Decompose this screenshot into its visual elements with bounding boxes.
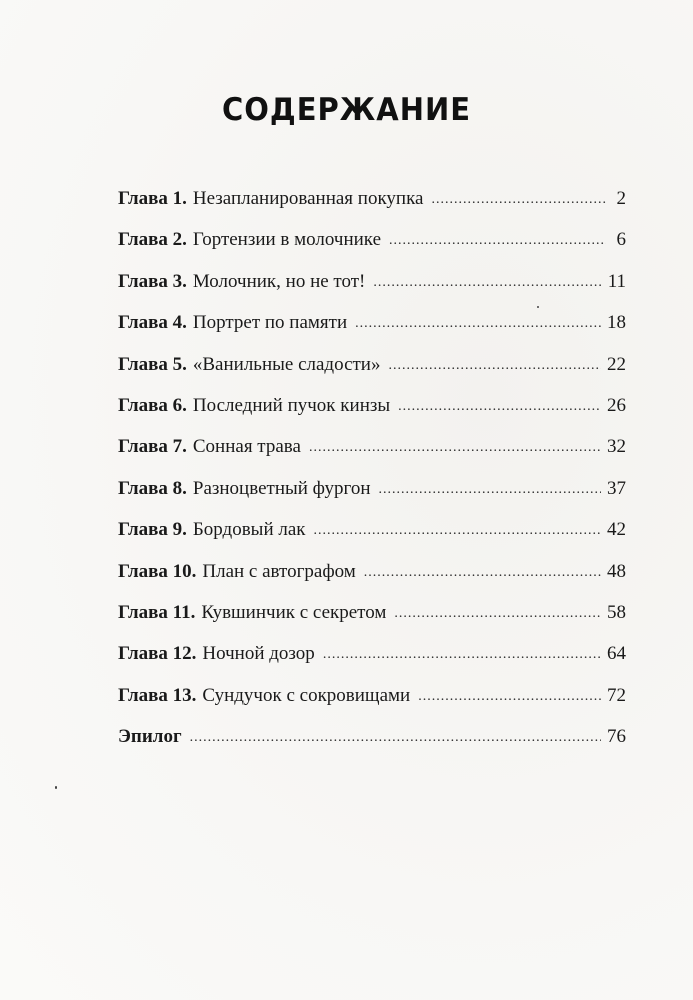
dot-leader: [373, 275, 601, 291]
dot-leader: [190, 730, 601, 746]
chapter-name: Ночной дозор: [202, 643, 315, 665]
chapter-name: Сундучок с сокровищами: [202, 684, 411, 706]
chapter-name: План с автографом: [202, 560, 356, 582]
chapter-name: Портрет по памяти: [192, 312, 348, 334]
toc-entry: [118, 271, 626, 312]
chapter-label: Глава 9.: [118, 519, 187, 541]
chapter-label: Глава 1.: [118, 188, 187, 209]
page-number: 26: [607, 394, 626, 416]
toc-entry: [118, 188, 626, 229]
page-number: 76: [607, 726, 626, 748]
dot-leader: [394, 606, 601, 622]
chapter-label: Эпилог: [118, 726, 182, 748]
page-number: 6: [616, 229, 626, 251]
toc-entry: [118, 312, 626, 353]
dot-leader: [364, 565, 601, 581]
toc-entry: [118, 436, 626, 477]
page-number: 37: [607, 477, 626, 499]
toc-entry-epilogue: [118, 726, 626, 767]
chapter-label: Глава 8.: [118, 477, 187, 499]
page-title: СОДЕРЖАНИЕ: [221, 90, 472, 128]
table-of-contents: [118, 188, 626, 767]
paper-speck: [55, 786, 57, 789]
page-number: 32: [607, 436, 626, 458]
toc-entry: [118, 229, 626, 270]
dot-leader: [389, 233, 606, 249]
chapter-name: Гортензии в молочнике: [192, 229, 382, 251]
toc-entry: [118, 354, 626, 395]
page-number: 72: [607, 684, 626, 706]
dot-leader: [398, 399, 601, 415]
dot-leader: [379, 482, 602, 498]
chapter-label: Глава 12.: [118, 643, 197, 665]
toc-entry: [118, 602, 626, 643]
dot-leader: [323, 647, 601, 663]
chapter-label: Глава 4.: [118, 312, 187, 334]
toc-entry: [118, 478, 626, 519]
chapter-name: Незапланированная покупка: [192, 188, 424, 209]
dot-leader: [431, 192, 606, 208]
chapter-name: Кувшинчик с секретом: [201, 601, 387, 623]
toc-entry: [118, 395, 626, 436]
toc-entry: [118, 561, 626, 602]
toc-entry: [118, 519, 626, 560]
chapter-label: Глава 2.: [118, 229, 187, 251]
chapter-name: Сонная трава: [192, 436, 301, 458]
page-number: 58: [607, 601, 626, 623]
dot-leader: [418, 689, 601, 705]
dot-leader: [309, 440, 601, 456]
dot-leader: [314, 523, 601, 539]
chapter-name: Молочник, но не тот!: [192, 270, 366, 292]
chapter-label: Глава 5.: [118, 353, 187, 375]
page-number: 48: [607, 560, 626, 582]
chapter-label: Глава 13.: [118, 684, 197, 706]
chapter-name: «Ванильные сладости»: [192, 353, 381, 375]
page-number: 64: [607, 643, 626, 665]
toc-entry: [118, 643, 626, 684]
toc-entry: [118, 685, 626, 726]
chapter-label: Глава 10.: [118, 560, 197, 582]
dot-leader: [355, 316, 601, 332]
page-number: 22: [607, 353, 626, 375]
chapter-label: Глава 7.: [118, 436, 187, 458]
page-number: 2: [616, 188, 626, 209]
chapter-label: Глава 6.: [118, 394, 187, 416]
page-number: 18: [607, 312, 626, 334]
page-number: 42: [607, 519, 626, 541]
dot-leader: [388, 358, 601, 374]
chapter-name: Разноцветный фургон: [192, 477, 371, 499]
page-number: 11: [607, 270, 626, 292]
chapter-label: Глава 11.: [118, 601, 196, 623]
chapter-name: Бордовый лак: [192, 519, 306, 541]
chapter-label: Глава 3.: [118, 270, 187, 292]
chapter-name: Последний пучок кинзы: [192, 394, 391, 416]
paper-speck: [537, 306, 539, 308]
